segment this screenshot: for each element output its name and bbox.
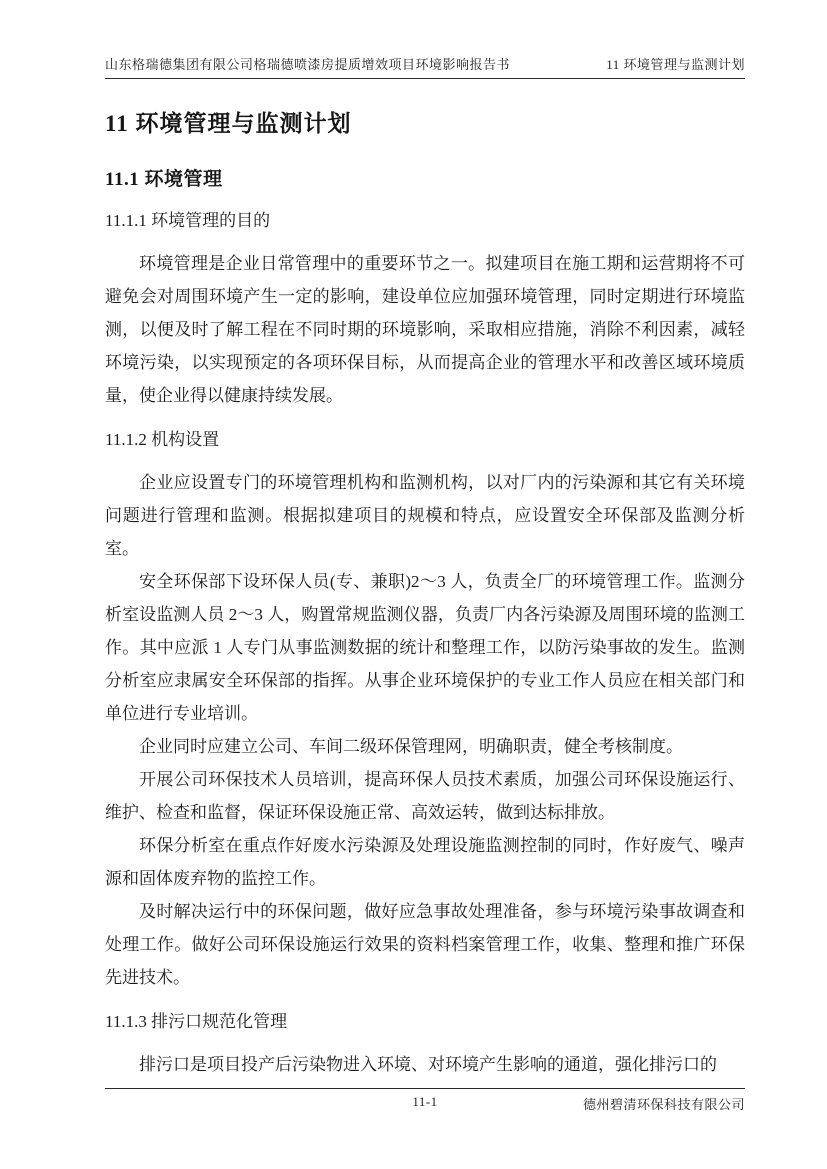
document-content — [105, 108, 745, 1081]
section-title-11-1: 11.1 环境管理 — [105, 169, 223, 190]
footer-row — [105, 1094, 745, 1112]
page-number: 11-1 — [412, 1094, 438, 1109]
header-report-title: 山东格瑞德集团有限公司格瑞德喷漆房提质增效项目环境影响报告书 — [105, 57, 511, 72]
paragraph: 环境管理是企业日常管理中的重要环节之一。拟建项目在施工期和运营期将不可避免会对周围环境产生一定的影响，建设单位应加强环境管理，同时定期进行环境监测，以便及时了解工程在不同时期的环境影响，采取相应措施，消除不利因素，减轻环境污染，以实现预定的各项环保目标，从而提高企业的管理水平和改善区域环境质量，使企业得以健康持续发展。 — [105, 254, 745, 405]
paragraph: 及时解决运行中的环保问题，做好应急事故处理准备，参与环境污染事故调查和处理工作。做好公司环保设施运行效果的资料档案管理工作，收集、整理和推广环保先进技术。 — [105, 902, 745, 987]
chapter-title: 11 环境管理与监测计划 — [105, 111, 352, 136]
subsection-heading-11-1-3: 11.1.3 排污口规范化管理 — [105, 1012, 288, 1031]
footer-company: 德州碧清环保科技有限公司 — [582, 1097, 745, 1112]
subsection-heading-11-1-2: 11.1.2 机构设置 — [105, 430, 220, 449]
paragraph: 环保分析室在重点作好废水污染源及处理设施监测控制的同时，作好废气、噪声源和固体废弃物的监控工作。 — [105, 836, 745, 888]
paragraph: 安全环保部下设环保人员(专、兼职)2～3 人，负责全厂的环境管理工作。监测分析室设监测人员 2～3 人，购置常规监测仪器，负责厂内各污染源及周围环境的监测工作。其中应派 1 人专门从事监测数据的统计和整理工作，以防污染事故的发生。监测分析室应隶属安全环保部的指挥。从事企业环境保护的专业工作人员应在相关部门和单位进行专业培训。 — [105, 572, 745, 723]
header-chapter-label: 11 环境管理与监测计划 — [606, 57, 745, 72]
paragraph: 排污口是项目投产后污染物进入环境、对环境产生影响的通道，强化排污口的 — [139, 1055, 717, 1074]
page-footer — [105, 1088, 745, 1112]
paragraph: 企业应设置专门的环境管理机构和监测机构，以对厂内的污染源和其它有关环境问题进行管理和监测。根据拟建项目的规模和特点，应设置安全环保部及监测分析室。 — [105, 473, 745, 558]
page-header — [105, 54, 745, 79]
subsection-heading-11-1-1: 11.1.1 环境管理的目的 — [105, 211, 271, 230]
paragraph: 企业同时应建立公司、车间二级环保管理网，明确职责，健全考核制度。 — [139, 737, 683, 756]
paragraph: 开展公司环保技术人员培训，提高环保人员技术素质，加强公司环保设施运行、维护、检查和监督，保证环保设施正常、高效运转，做到达标排放。 — [105, 770, 745, 822]
